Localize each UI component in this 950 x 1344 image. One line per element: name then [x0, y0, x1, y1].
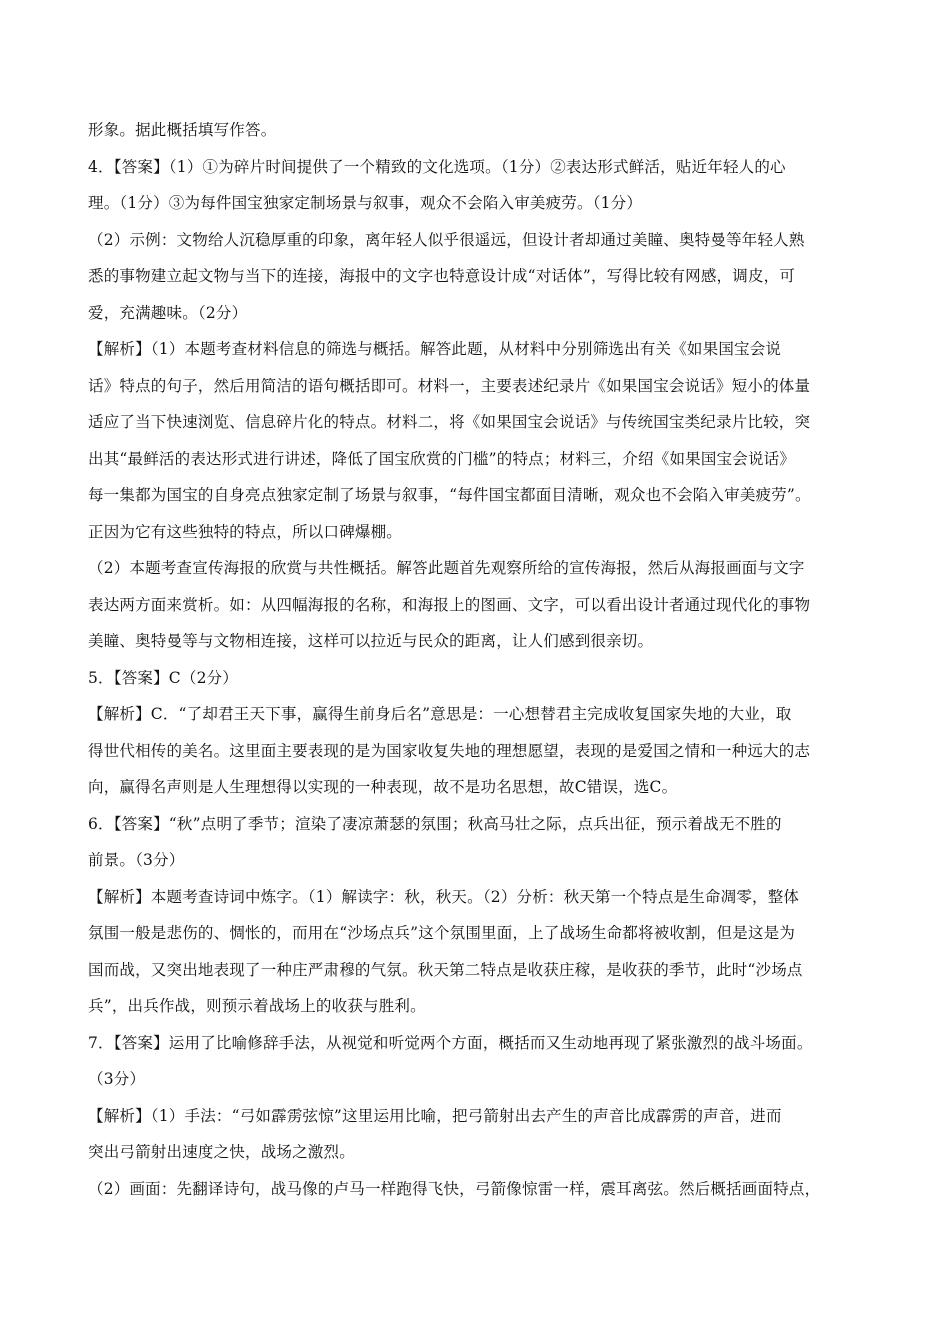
text-line: （2）本题考查宣传海报的欣赏与共性概括。解答此题首先观察所给的宣传海报，然后从海报画面与文字: [88, 559, 805, 577]
text-line: 氛围一般是悲伤的、惆怅的，而用在“沙场点兵”这个氛围里面，上了战场生命都将被收割，但是这是为: [88, 924, 796, 942]
text-line: 前景。（3分）: [88, 851, 185, 869]
analysis-6-line: 【解析】本题考查诗词中炼字。（1）解读字：秋，秋天。（2）分析：秋天第一个特点是生命凋零，整体: [88, 887, 800, 906]
text-line: 得世代相传的美名。这里面主要表现的是为国家收复失地的理想愿望，表现的是爱国之情和一种远大的志: [88, 741, 811, 760]
text-line: （3分）: [88, 1070, 146, 1088]
document-body: [88, 112, 868, 1207]
answer-7-line: 7．【答案】运用了比喻修辞手法，从视觉和听觉两个方面，概括而又生动地再现了紧张激烈的战斗场面。: [88, 1033, 813, 1052]
analysis-4-line: 【解析】（1）本题考查材料信息的筛选与概括。解答此题，从材料中分别筛选出有关《如果国宝会说: [88, 340, 782, 358]
text-line: 话》特点的句子，然后用简洁的语句概括即可。材料一，主要表述纪录片《如果国宝会说话》短小的体量: [88, 376, 811, 395]
analysis-7-line: 【解析】（1）手法：“弓如霹雳弦惊”这里运用比喻，把弓箭射出去产生的声音比成霹雳的声音，进而: [88, 1106, 782, 1125]
text-line: 兵”，出兵作战，则预示着战场上的收获与胜利。: [88, 997, 426, 1015]
answer-5-line: 5．【答案】C（2分）: [88, 668, 239, 687]
text-line: 理。（1分）③为每件国宝独家定制场景与叙事，观众不会陷入审美疲劳。（1分）: [88, 194, 643, 212]
text-line: 突出弓箭射出速度之快，战场之激烈。: [88, 1143, 355, 1161]
text-line: （2）示例：文物给人沉稳厚重的印象，离年轻人似乎很遥远，但设计者却通过美瞳、奥特曼等年轻人熟: [88, 230, 805, 249]
text-line: 正因为它有这些独特的特点，所以口碑爆棚。: [88, 522, 403, 541]
text-line: 表达两方面来赏析。如：从四幅海报的名称，和海报上的图画、文字，可以看出设计者通过现代化的事物: [88, 595, 811, 614]
text-line: 形象。据此概括填写作答。: [88, 121, 277, 139]
text-line: （2）画面：先翻译诗句，战马像的卢马一样跑得飞快，弓箭像惊雷一样，震耳离弦。然后概括画面特点，: [88, 1179, 821, 1198]
text-line: 美瞳、奥特曼等与文物相连接，这样可以拉近与民众的距离，让人们感到很亲切。: [88, 632, 654, 650]
text-line: 向，赢得名声则是人生理想得以实现的一种表现，故不是功名思想，故C错误，选C。: [88, 778, 678, 796]
answer-4-line: 4．【答案】（1）①为碎片时间提供了一个精致的文化选项。（1分）②表达形式鲜活，贴近年轻人的心: [88, 157, 786, 176]
answer-6-line: 6．【答案】“秋”点明了季节；渲染了凄凉萧瑟的氛围；秋高马壮之际，点兵出征，预示着战无不胜的: [88, 814, 782, 833]
text-line: 悉的事物建立起文物与当下的连接，海报中的文字也特意设计成“对话体”，写得比较有网感，调皮，可: [88, 267, 796, 285]
text-line: 每一集都为国宝的自身亮点独家定制了场景与叙事，“每件国宝都面目清晰，观众也不会陷入审美疲劳”。: [88, 486, 811, 504]
text-line: 出其“最鲜活的表达形式进行讲述，降低了国宝欣赏的门槛”的特点；材料三，介绍《如果国宝会说话》: [88, 449, 796, 468]
text-line: 爱，充满趣味。（2分）: [88, 303, 248, 322]
text-line: 适应了当下快速浏览、信息碎片化的特点。材料二，将《如果国宝会说话》与传统国宝类纪录片比较，突: [88, 413, 811, 431]
analysis-5-line: 【解析】C．“了却君王天下事，赢得生前身后名”意思是：一心想替君主完成收复国家失地的大业，取: [88, 705, 792, 723]
text-line: 国而战，又突出地表现了一种庄严肃穆的气氛。秋天第二特点是收获庄稼，是收获的季节，此时“沙场点: [88, 960, 803, 979]
